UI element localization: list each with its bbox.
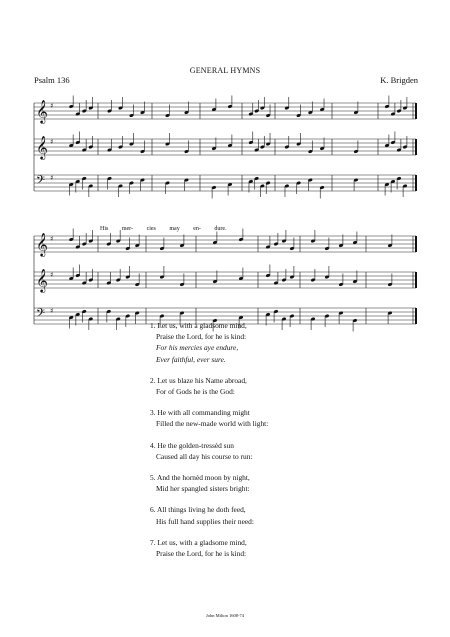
verse-line: Mid her spangled sisters bright: (156, 484, 250, 494)
lyric-syllable: dure. (214, 226, 227, 232)
verse-line: 3. He with all commanding might (150, 408, 250, 418)
verse-4 (150, 440, 268, 462)
key-signature-sharp-icon: ♯ (50, 102, 54, 110)
verse-6 (150, 504, 268, 526)
hymn-verses (150, 320, 268, 569)
verse-line: Filled the new-made world with light: (156, 419, 269, 429)
key-signature-sharp-icon: ♯ (50, 138, 54, 146)
key-signature-sharp-icon: ♯ (50, 271, 54, 279)
verse-line: 7. Let us, with a gladsome mind, (150, 537, 247, 547)
bass-clef-icon: 𝄢 (36, 307, 46, 323)
treble-clef-icon: 𝄞 (36, 232, 48, 256)
refrain-line: For his mercies aye endure, (156, 343, 239, 353)
treble-clef-icon: 𝄞 (36, 268, 48, 292)
lyric-syllable: may (169, 226, 180, 232)
verse-line: Praise the Lord, for he is kind: (156, 332, 247, 342)
author-credit: John Milton 1608-74 (205, 613, 244, 618)
key-signature-sharp-icon: ♯ (50, 174, 54, 182)
treble-clef-icon: 𝄞 (36, 99, 48, 123)
key-signature-sharp-icon: ♯ (50, 307, 54, 315)
lyric-syllable: cies (146, 226, 156, 232)
verse-line: For of Gods he is the God: (156, 387, 235, 397)
verse-2 (150, 375, 268, 397)
verse-5 (150, 472, 268, 494)
verse-1 (150, 320, 268, 365)
verse-3 (150, 407, 268, 429)
music-system-1 (0, 95, 450, 205)
verse-line: 6. All things living he doth feed, (150, 505, 246, 515)
verse-line: His full hand supplies their need: (156, 516, 254, 526)
bass-clef-icon: 𝄢 (36, 174, 46, 190)
key-signature-sharp-icon: ♯ (50, 235, 54, 243)
lyric-syllable: en- (193, 226, 201, 232)
refrain-line: Ever faithful, ever sure. (156, 354, 226, 364)
verse-7 (150, 537, 268, 559)
verse-line: 1. Let us, with a gladsome mind, (150, 321, 247, 330)
page-title: GENERAL HYMNS (189, 66, 261, 75)
composer-credit: K. Brigden (380, 75, 418, 85)
treble-clef-icon: 𝄞 (36, 135, 48, 159)
verse-line: Caused all day his course to run: (156, 451, 253, 461)
lyric-syllable: mer- (121, 226, 134, 232)
verse-line: Praise the Lord, for he is kind: (156, 549, 247, 559)
verse-line: 2. Let us blaze his Name abroad, (150, 375, 247, 385)
verse-line: 5. And the hornèd moon by night, (150, 473, 250, 483)
lyric-syllable: His (100, 226, 109, 232)
verse-line: 4. He the golden-tressèd sun (150, 440, 234, 450)
psalm-label: Psalm 136 (34, 75, 70, 85)
